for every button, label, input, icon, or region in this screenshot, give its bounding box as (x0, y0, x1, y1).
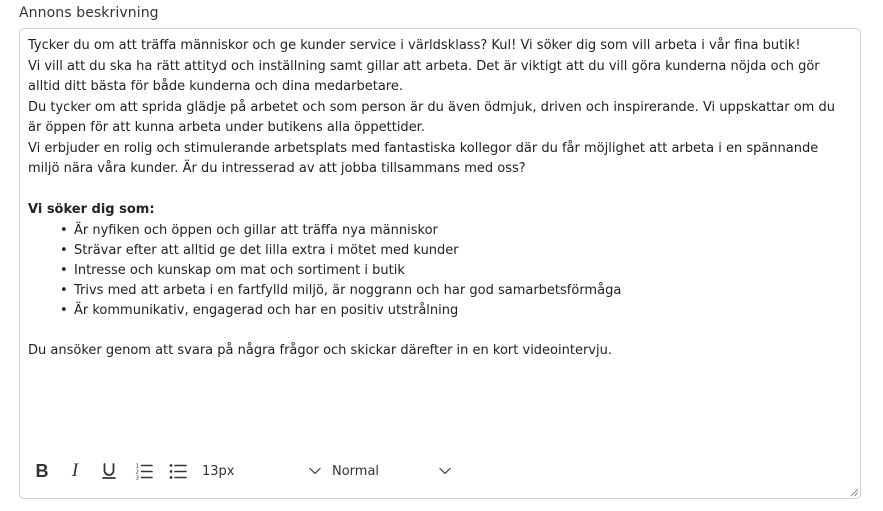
underline-icon (101, 462, 117, 480)
blank-line (28, 321, 848, 342)
italic-icon: I (71, 460, 79, 481)
svg-text:1: 1 (135, 463, 139, 470)
rich-text-editor[interactable] (19, 28, 861, 499)
chevron-down-icon (308, 464, 322, 478)
list-item: • Är kommunikativ, engagerad och har en positiv utstrålning (74, 301, 848, 321)
format-select[interactable] (332, 459, 452, 483)
paragraph-4: Vi erbjuder en rolig och stimulerande arbetsplats med fantastiska kollegor där du får möjlighet att arbeta i en spännande miljö nära våra kunder. Är du intresserad av att jobba tillsammans med oss? (28, 140, 819, 176)
list-item: • Strävar efter att alltid ge det lilla extra i mötet med kunder (74, 241, 848, 261)
resize-handle-icon[interactable] (849, 487, 859, 497)
bold-button[interactable] (32, 459, 52, 483)
paragraph-3: Du tycker om att sprida glädje på arbetet och som person är du även ödmjuk, driven och inspirerande. Vi uppskattar om du är öppen för att kunna arbeta under butikens alla öppettider. (28, 99, 835, 135)
editor-content[interactable] (28, 36, 848, 362)
list-item: • Trivs med att arbeta i en fartfylld miljö, är noggrann och har god samarbetsförmåga (74, 281, 848, 301)
format-value: Normal (332, 463, 380, 479)
ordered-list-icon (135, 462, 153, 480)
font-size-value: 13px (202, 463, 235, 479)
font-size-select[interactable] (202, 459, 322, 483)
svg-text:2: 2 (135, 469, 139, 476)
bullet-list (28, 221, 848, 321)
italic-button[interactable] (65, 459, 85, 483)
ordered-list-button[interactable] (133, 459, 155, 483)
bold-icon: B (35, 460, 49, 481)
underline-button[interactable] (99, 459, 119, 483)
list-item: • Är nyfiken och öppen och gillar att träffa nya människor (74, 221, 848, 241)
unordered-list-icon (169, 462, 187, 480)
unordered-list-button[interactable] (167, 459, 189, 483)
blank-line (28, 180, 848, 201)
paragraph-2: Vi vill att du ska ha rätt attityd och inställning samt gillar att arbeta. Det är viktigt att du vill göra kunderna nöjda och gör alltid ditt bästa för både kunderna och dina medarbetare. (28, 58, 820, 94)
list-item: • Intresse och kunskap om mat och sortiment i butik (74, 261, 848, 281)
paragraph-1: Tycker du om att träffa människor och ge kunder service i världsklass? Kul! Vi söker dig som vill arbeta i vår fina butik! (28, 38, 801, 53)
svg-text:3: 3 (135, 475, 139, 480)
closing-paragraph: Du ansöker genom att svara på några frågor och skickar därefter in en kort videointervju. (28, 343, 612, 358)
editor-toolbar (20, 453, 860, 489)
field-label: Annons beskrivning (19, 5, 159, 21)
chevron-down-icon (438, 464, 452, 478)
list-heading: Vi söker dig som: (28, 202, 155, 217)
